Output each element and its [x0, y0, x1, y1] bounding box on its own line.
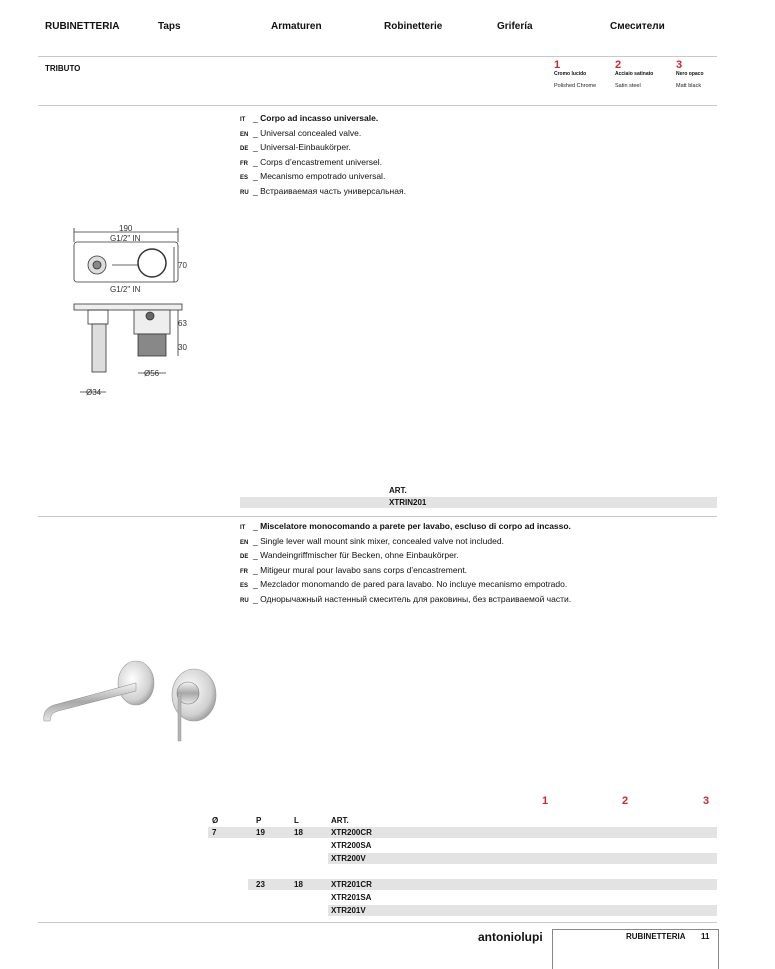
concealed-valve-technical-drawing: [62, 220, 202, 400]
dim-thread-top: G1/2" IN: [110, 234, 141, 243]
footer-divider: [38, 922, 717, 923]
header-category-de: Armaturen: [271, 21, 322, 32]
table-row-band: [328, 853, 717, 864]
finish-column-2: 2: [622, 795, 629, 807]
desc-row-it: IT _ Corpo ad incasso universale.: [240, 113, 379, 123]
table-header-p: P: [256, 816, 262, 825]
table-cell-diameter: 7: [212, 828, 217, 837]
dim-width: 190: [119, 224, 133, 233]
finish-sub: Satin steel: [615, 83, 641, 89]
desc-row-de: DE _ Universal-Einbaukörper.: [240, 142, 351, 152]
finish-number: 2: [615, 59, 622, 71]
finish-name: Cromo lucido: [554, 71, 587, 77]
table-cell-l: 18: [294, 880, 303, 889]
finish-number: 3: [676, 59, 683, 71]
dim-depth2: 30: [178, 343, 187, 352]
product1-descriptions: [240, 112, 406, 199]
header-category-ru: Смесители: [610, 21, 665, 32]
section-divider: [38, 105, 717, 106]
product1-art-band: [240, 497, 717, 508]
dim-diam2: Ø34: [86, 388, 102, 397]
desc-row-de: DE _ Wandeingriffmischer für Becken, ohne Einbaukörper.: [240, 550, 459, 560]
finish-legend-3: [676, 59, 704, 89]
header-category-it: RUBINETTERIA: [45, 21, 120, 32]
table-row-band: [328, 905, 717, 916]
table-cell-p: 19: [256, 828, 265, 837]
finish-sub: Polished Chrome: [554, 83, 597, 89]
table-header-diameter: Ø: [212, 816, 219, 825]
desc-row-en: EN _ Universal concealed valve.: [240, 127, 362, 138]
page-number: 11: [701, 932, 710, 941]
table-cell-art: XTR201V: [331, 906, 366, 915]
product2-descriptions: [240, 520, 571, 607]
table-cell-art: XTR201CR: [331, 880, 372, 889]
finish-legend-1: [554, 59, 596, 89]
dim-depth1: 63: [178, 319, 187, 328]
wall-mixer-product-image: [36, 655, 226, 745]
desc-row-en: EN _ Single lever wall mount sink mixer, concealed valve not included.: [240, 535, 504, 546]
finish-column-3: 3: [703, 795, 710, 807]
dim-height: 70: [178, 261, 187, 270]
table-cell-l: 18: [294, 828, 303, 837]
table-cell-art: XTR200CR: [331, 828, 372, 837]
table-cell-art: XTR201SA: [331, 893, 372, 902]
header-category-fr: Robinetterie: [384, 21, 443, 32]
finish-number: 1: [554, 59, 561, 71]
table-header-art: ART.: [331, 816, 349, 825]
finish-sub: Matt black: [676, 83, 702, 89]
header-category-es: Grifería: [497, 21, 533, 32]
dim-thread-bottom: G1/2" IN: [110, 285, 141, 294]
desc-row-fr: FR _ Corps d’encastrement universel.: [240, 156, 382, 167]
desc-row-es: ES _ Mezclador monomando de pared para lavabo. No incluye mecanismo empotrado.: [240, 579, 568, 589]
table-row-band: [208, 827, 717, 838]
product1-art-code: XTRIN201: [389, 498, 427, 507]
product1-art-label: ART.: [389, 486, 407, 495]
table-cell-p: 23: [256, 880, 265, 889]
desc-row-es: ES _ Mecanismo empotrado universal.: [240, 171, 386, 181]
brand-logo: antoniolupi: [478, 930, 543, 944]
section-title: TRIBUTO: [45, 64, 81, 73]
finish-name: Acciaio satinato: [615, 71, 654, 77]
header-divider: [38, 56, 717, 57]
footer-section: RUBINETTERIA: [626, 932, 686, 941]
desc-row-ru: RU _ Однорычажный настенный смеситель для раковины, без встраиваемой части.: [240, 593, 572, 604]
table-cell-art: XTR200SA: [331, 841, 372, 850]
finish-legend-2: [615, 59, 653, 89]
finish-name: Nero opaco: [676, 71, 704, 77]
product-divider: [38, 516, 717, 517]
table-cell-art: XTR200V: [331, 854, 366, 863]
desc-row-ru: RU _ Встраиваемая часть универсальная.: [240, 185, 406, 196]
table-row-band: [248, 879, 717, 890]
desc-row-it: IT _ Miscelatore monocomando a parete per lavabo, escluso di corpo ad incasso.: [240, 521, 571, 531]
dim-diam1: Ø56: [144, 369, 160, 378]
table-header-l: L: [294, 816, 299, 825]
header-category-en: Taps: [158, 21, 181, 32]
desc-row-fr: FR _ Mitigeur mural pour lavabo sans corps d’encastrement.: [240, 564, 468, 575]
finish-column-1: 1: [542, 795, 549, 807]
